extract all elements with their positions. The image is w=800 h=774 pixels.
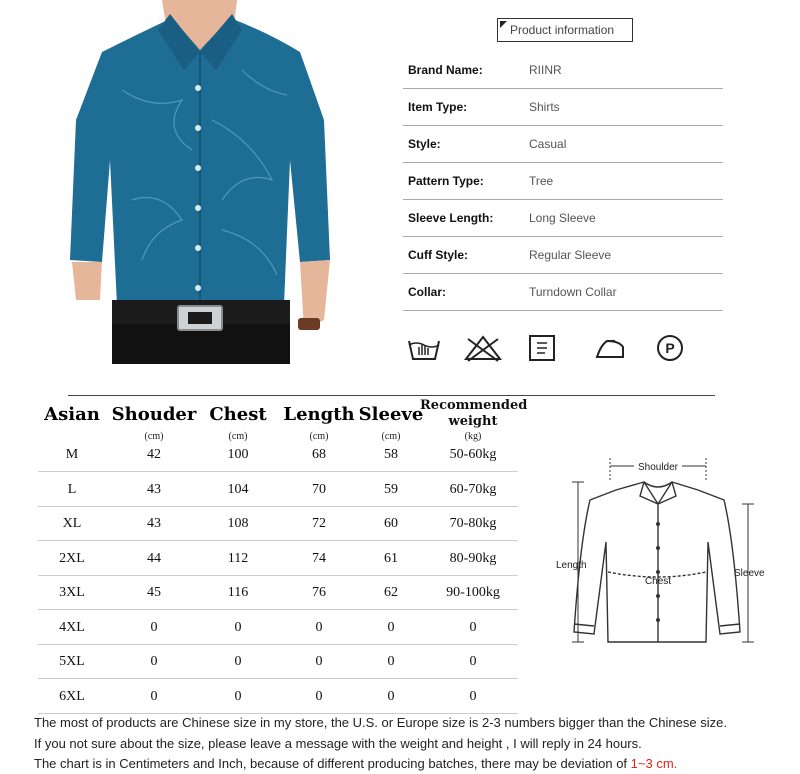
table-row <box>38 507 518 541</box>
diagram-shoulder-label: Shoulder <box>637 462 679 473</box>
attr-row <box>403 274 723 311</box>
size-value: 44 <box>147 550 161 566</box>
size-notes <box>34 713 794 774</box>
size-value: 0 <box>150 688 158 704</box>
hand-wash-icon <box>407 333 441 363</box>
size-value: 104 <box>227 481 249 497</box>
size-value: 0 <box>315 619 323 635</box>
svg-text:P: P <box>665 340 675 356</box>
diagram-chest-label: Chest <box>644 576 672 587</box>
note-deviation: 1~3 cm. <box>630 756 678 771</box>
unit-shoulder: (cm) <box>144 431 164 442</box>
size-value: 100 <box>227 447 249 462</box>
diagram-sleeve-label: Sleeve <box>734 568 765 579</box>
size-value: 74 <box>312 550 326 566</box>
size-value: 80-90kg <box>449 550 497 566</box>
attr-value: Turndown Collar <box>529 285 617 299</box>
attr-value: Shirts <box>529 100 560 114</box>
unit-sleeve: (cm) <box>381 431 401 442</box>
header-length: Length <box>283 404 355 425</box>
attr-key: Item Type: <box>408 100 468 114</box>
size-label: 2XL <box>59 550 85 566</box>
size-value: 0 <box>150 619 158 635</box>
note-line-3-text: The chart is in Centimeters and Inch, because of different producing batches, there may be deviation of <box>34 756 631 771</box>
size-value: 0 <box>234 688 242 704</box>
diagram-length-label: Length <box>556 560 587 571</box>
size-value: 90-100kg <box>446 585 500 600</box>
size-label: 5XL <box>59 654 85 669</box>
size-value: 112 <box>227 550 249 566</box>
attr-key: Brand Name: <box>408 63 483 77</box>
size-value: 0 <box>315 654 323 669</box>
size-value: 0 <box>387 654 395 669</box>
attr-value: RIINR <box>529 63 562 77</box>
size-value: 45 <box>147 585 161 600</box>
size-table-header <box>38 398 528 442</box>
size-value: 0 <box>469 619 477 635</box>
table-row <box>38 611 518 645</box>
size-value: 68 <box>312 447 326 462</box>
attr-row <box>403 126 723 163</box>
unit-chest: (cm) <box>228 431 248 442</box>
note-line-3 <box>34 754 794 774</box>
size-label: M <box>65 447 79 462</box>
table-row <box>38 542 518 576</box>
table-row <box>38 645 518 679</box>
size-value: 72 <box>312 516 326 531</box>
size-value: 116 <box>227 585 249 600</box>
table-row <box>38 680 518 714</box>
flag-icon <box>500 21 507 28</box>
size-value: 0 <box>469 688 477 704</box>
unit-length: (cm) <box>309 431 329 442</box>
dry-clean-icon <box>655 333 685 363</box>
attr-key: Sleeve Length: <box>408 211 494 225</box>
size-value: 0 <box>234 654 242 669</box>
header-weight-line2: weight <box>448 414 498 429</box>
size-label: 3XL <box>59 585 85 600</box>
attr-row <box>403 237 723 274</box>
header-weight <box>420 398 526 430</box>
product-info-tag <box>497 18 633 42</box>
attr-value: Casual <box>529 137 567 151</box>
attr-row <box>403 89 723 126</box>
attr-key: Cuff Style: <box>408 248 468 262</box>
header-shoulder: Shouder <box>111 404 197 425</box>
size-value: 0 <box>150 654 158 669</box>
size-value: 70 <box>312 481 326 497</box>
section-divider <box>68 395 715 396</box>
attr-key: Style: <box>408 137 441 151</box>
attr-row <box>403 200 723 237</box>
table-row <box>38 576 518 610</box>
size-label: 6XL <box>59 688 85 704</box>
drip-dry-icon <box>527 333 557 363</box>
measurement-diagram <box>548 452 770 656</box>
table-row <box>38 438 518 472</box>
size-value: 0 <box>387 619 395 635</box>
size-value: 0 <box>387 688 395 704</box>
size-value: 59 <box>384 481 398 497</box>
size-value: 0 <box>315 688 323 704</box>
attr-key: Pattern Type: <box>408 174 484 188</box>
product-photo <box>62 0 338 364</box>
size-value: 42 <box>147 447 161 462</box>
size-value: 61 <box>384 550 398 566</box>
attr-value: Long Sleeve <box>529 211 596 225</box>
attr-value: Regular Sleeve <box>529 248 612 262</box>
table-row <box>38 473 518 507</box>
size-value: 43 <box>147 516 161 531</box>
size-value: 0 <box>469 654 477 669</box>
size-value: 0 <box>234 619 242 635</box>
header-sleeve: Sleeve <box>358 404 424 425</box>
size-value: 43 <box>147 481 161 497</box>
size-value: 60-70kg <box>449 481 497 497</box>
care-icons <box>405 333 695 365</box>
size-label: 4XL <box>59 619 85 635</box>
size-value: 62 <box>384 585 398 600</box>
header-asian: Asian <box>44 404 100 425</box>
attr-row <box>403 163 723 200</box>
product-attributes <box>403 52 723 311</box>
iron-icon <box>593 333 627 363</box>
size-label: XL <box>62 516 82 531</box>
size-value: 50-60kg <box>449 447 497 462</box>
attr-row <box>403 52 723 89</box>
note-line-2: If you not sure about the size, please leave a message with the weight and height , I will reply in 24 hours. <box>34 735 642 751</box>
size-value: 70-80kg <box>449 516 497 531</box>
header-chest: Chest <box>209 404 267 425</box>
header-weight-line1: Recommended <box>420 398 528 413</box>
size-value: 76 <box>312 585 326 600</box>
size-value: 108 <box>227 516 249 531</box>
unit-weight: (kg) <box>464 431 482 442</box>
no-bleach-icon <box>463 333 503 363</box>
attr-value: Tree <box>529 174 554 188</box>
attr-key: Collar: <box>408 285 447 299</box>
product-info-title: Product information <box>510 23 615 37</box>
size-table <box>38 398 528 704</box>
size-label: L <box>67 481 77 497</box>
size-value: 58 <box>384 447 398 462</box>
note-line-1: The most of products are Chinese size in my store, the U.S. or Europe size is 2-3 numbers bigger than the Chinese size. <box>34 715 727 730</box>
size-value: 60 <box>384 516 398 531</box>
